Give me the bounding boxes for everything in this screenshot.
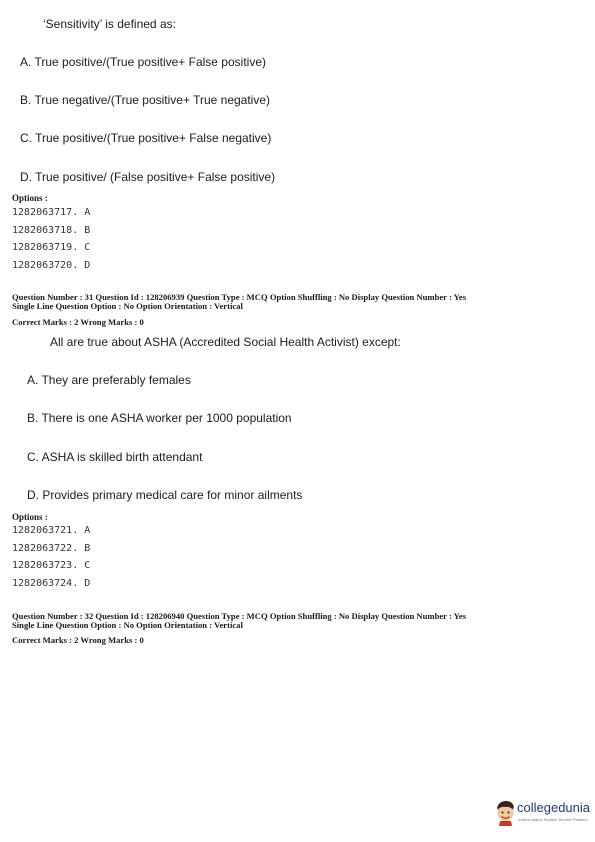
question-30-stem: ‘Sensitivity’ is defined as:: [43, 17, 176, 31]
question-meta: Question Number : 32 Question Id : 128206940 Question Type : MCQ Option Shuffling : No Display Question Number : Yes: [12, 611, 467, 621]
question-meta: Single Line Question Option : No Option Orientation : Vertical: [12, 301, 243, 311]
question-30-option-b: B. True negative/(True positive+ True negative): [20, 93, 271, 107]
option-id: 1282063722. B: [12, 543, 91, 554]
question-31-stem: All are true about ASHA (Accredited Social Health Activist) except:: [50, 335, 401, 349]
option-id: 1282063717. A: [12, 207, 91, 218]
question-31-option-d: D. Provides primary medical care for minor ailments: [27, 488, 303, 502]
question-meta: Single Line Question Option : No Option Orientation : Vertical: [12, 620, 243, 630]
collegedunia-logo: [493, 796, 591, 830]
options-header: Options :: [12, 193, 48, 203]
options-header: Options :: [12, 512, 48, 522]
question-30-option-a: A. True positive/(True positive+ False positive): [20, 55, 266, 69]
option-id: 1282063719. C: [12, 242, 91, 253]
question-marks: Correct Marks : 2 Wrong Marks : 0: [12, 635, 144, 645]
question-31-option-c: C. ASHA is skilled birth attendant: [27, 450, 203, 464]
question-31-option-a: A. They are preferably females: [27, 373, 191, 387]
question-30-option-c: C. True positive/(True positive+ False negative): [20, 131, 272, 145]
option-id: 1282063724. D: [12, 578, 91, 589]
question-marks: Correct Marks : 2 Wrong Marks : 0: [12, 317, 144, 327]
option-id: 1282063720. D: [12, 260, 91, 271]
question-31-option-b: B. There is one ASHA worker per 1000 population: [27, 411, 292, 425]
question-30-option-d: D. True positive/ (False positive+ False positive): [20, 170, 276, 184]
watermark-tagline: India's largest Student Review Platform: [518, 817, 588, 822]
mascot-icon: [493, 799, 517, 827]
option-id: 1282063723. C: [12, 560, 91, 571]
option-id: 1282063718. B: [12, 225, 91, 236]
watermark-brand: collegedunia: [517, 800, 591, 815]
question-meta: Question Number : 31 Question Id : 128206939 Question Type : MCQ Option Shuffling : No Display Question Number : Yes: [12, 292, 467, 302]
option-id: 1282063721. A: [12, 525, 91, 536]
